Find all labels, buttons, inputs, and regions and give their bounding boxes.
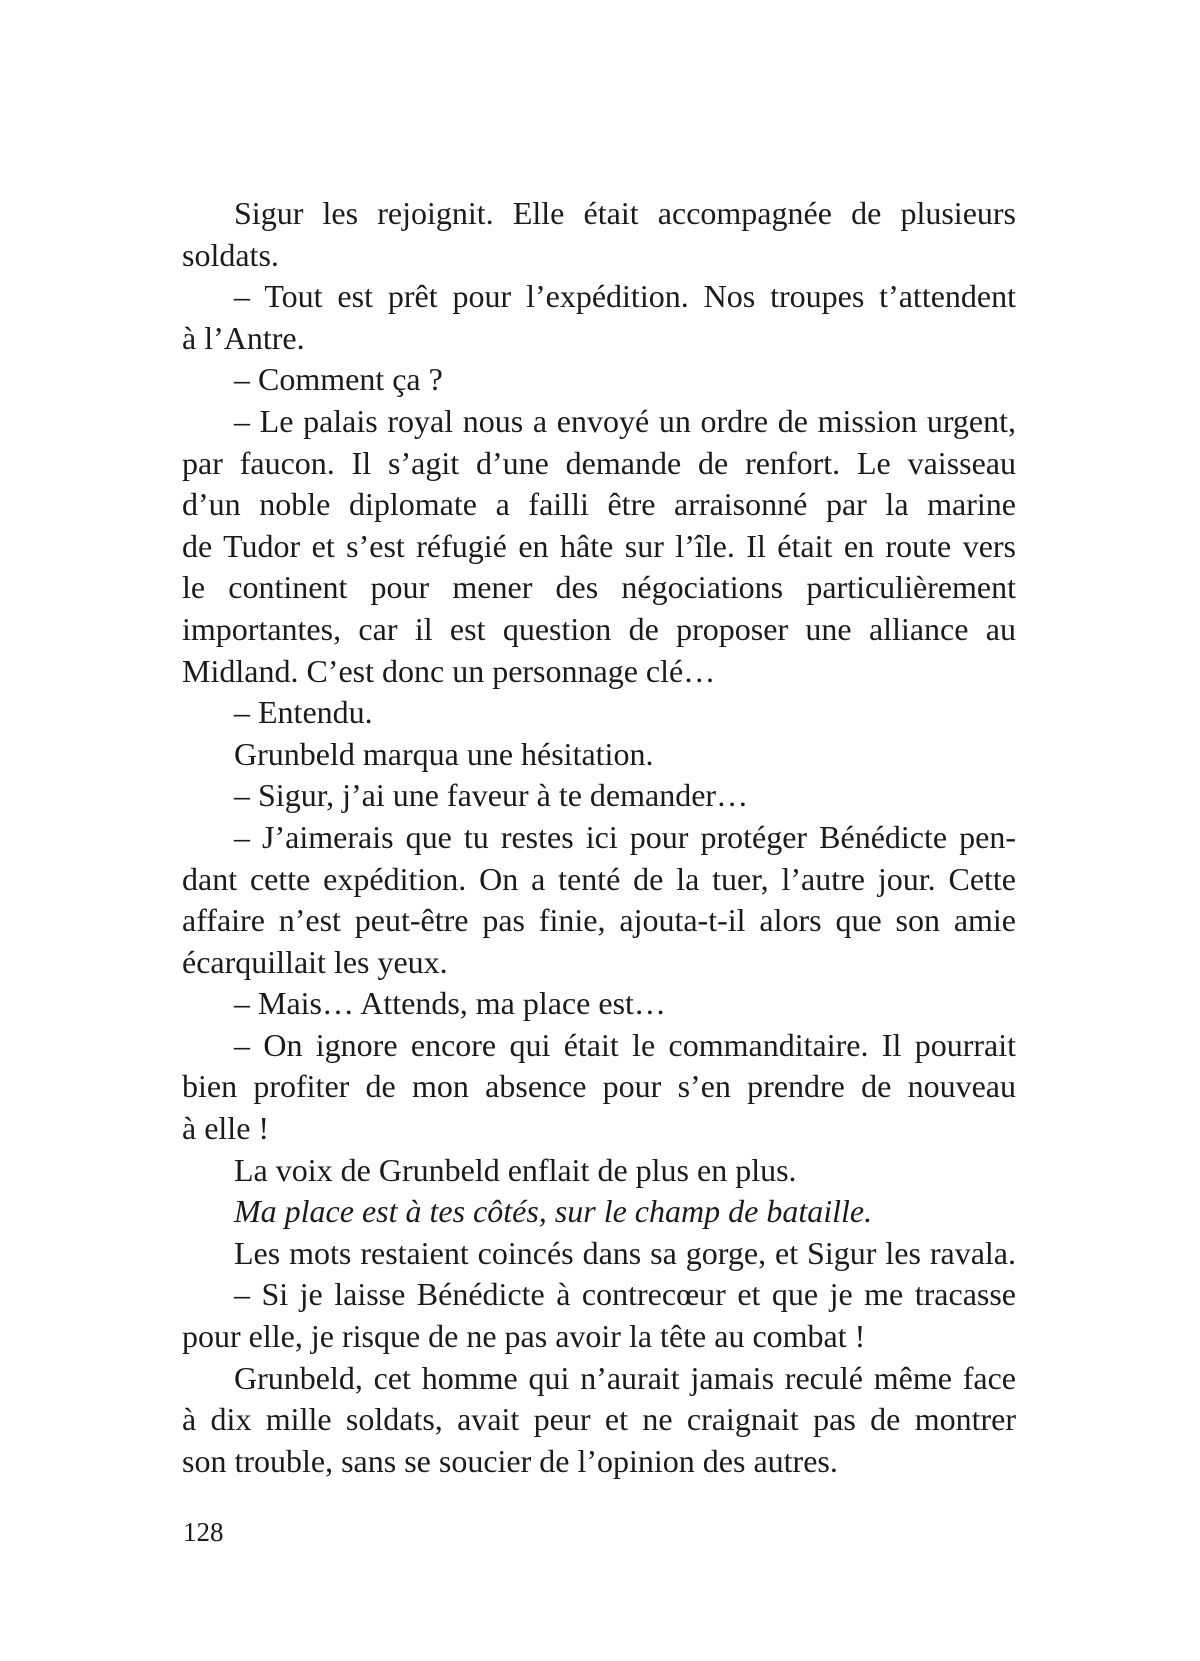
text-line: à dix mille soldats, avait peur et ne craignait pas de montrer bbox=[182, 1401, 1016, 1438]
text-line: La voix de Grunbeld enflait de plus en plus. bbox=[234, 1151, 797, 1188]
text-line: dant cette expédition. On a tenté de la tuer, l’autre jour. Cette bbox=[182, 860, 1016, 897]
text-line: – Tout est prêt pour l’expédition. Nos troupes t’attendent bbox=[234, 278, 1016, 315]
text-line: à elle ! bbox=[182, 1110, 270, 1147]
text-line: par faucon. Il s’agit d’une demande de renfort. Le vaisseau bbox=[182, 444, 1016, 481]
text-line: soldats. bbox=[182, 236, 279, 273]
text-line: de Tudor et s’est réfugié en hâte sur l’île. Il était en route vers bbox=[182, 527, 1016, 564]
text-line: d’un noble diplomate a failli être arraisonné par la marine bbox=[182, 486, 1016, 523]
body-text-block bbox=[182, 193, 1016, 1482]
text-line: – J’aimerais que tu restes ici pour protéger Bénédicte pen- bbox=[234, 818, 1016, 855]
text-line: Grunbeld, cet homme qui n’aurait jamais reculé même face bbox=[234, 1359, 1016, 1396]
text-line: – On ignore encore qui était le commanditaire. Il pourrait bbox=[234, 1026, 1016, 1063]
text-line: – Entendu. bbox=[234, 694, 373, 731]
text-line: bien profiter de mon absence pour s’en prendre de nouveau bbox=[182, 1068, 1016, 1105]
text-line: Sigur les rejoignit. Elle était accompagnée de plusieurs bbox=[234, 195, 1016, 231]
text-line: pour elle, je risque de ne pas avoir la tête au combat ! bbox=[182, 1318, 866, 1355]
text-line: Ma place est à tes côtés, sur le champ de bataille. bbox=[234, 1193, 873, 1230]
text-line: – Si je laisse Bénédicte à contrecœur et que je me tracasse bbox=[234, 1276, 1016, 1313]
text-line: Grunbeld marqua une hésitation. bbox=[234, 735, 654, 772]
text-line: à l’Antre. bbox=[182, 319, 305, 356]
text-line: Midland. C’est donc un personnage clé… bbox=[182, 652, 716, 689]
text-line: – Mais… Attends, ma place est… bbox=[234, 985, 666, 1022]
text-line: Les mots restaient coincés dans sa gorge, et Sigur les ravala. bbox=[234, 1234, 1016, 1271]
text-line: affaire n’est peut-être pas finie, ajouta-t-il alors que son amie bbox=[182, 902, 1016, 939]
text-line: importantes, car il est question de proposer une alliance au bbox=[182, 610, 1016, 647]
text-line: écarquillait les yeux. bbox=[182, 943, 448, 980]
text-line: son trouble, sans se soucier de l’opinion des autres. bbox=[182, 1442, 838, 1479]
text-line: le continent pour mener des négociations particulièrement bbox=[182, 569, 1016, 606]
text-line: – Le palais royal nous a envoyé un ordre de mission urgent, bbox=[234, 402, 1016, 439]
text-line: – Sigur, j’ai une faveur à te demander… bbox=[234, 777, 749, 814]
text-line: – Comment ça ? bbox=[234, 361, 443, 398]
page-number: 128 bbox=[183, 1517, 224, 1547]
